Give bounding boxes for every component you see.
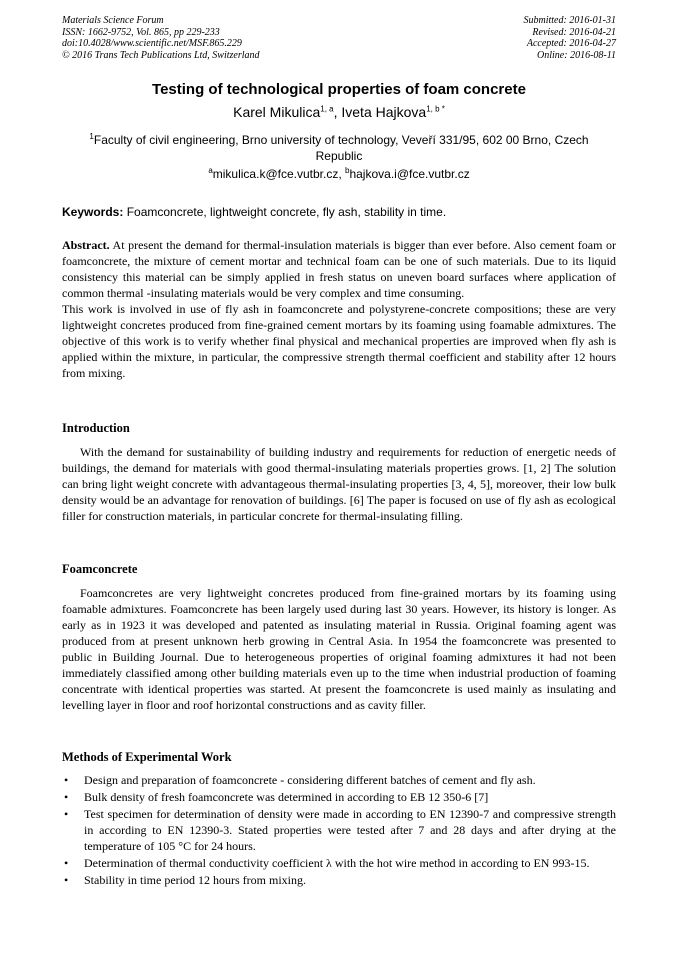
submission-dates [524,15,617,61]
bullet-icon: • [64,807,69,821]
abstract-paragraph: This work is involved in use of fly ash in foamconcrete and polystyrene-concrete compositions; these are very lightweight concretes produced from fine-grained cement mortars by its foaming using foamable admixtures. The objective of this work is to verify whether final physical and mechanical properties are improved when fly ash is applied within the mixture, in particular, the compressive strength thermal coefficient and stability after 12 hours from mixing. [62,302,616,380]
affiliation-text: Faculty of civil engineering, Brno university of technology, Veveří 331/95, 602 00 Brno, Czech Republic [93,133,589,163]
abstract-paragraph [62,237,616,301]
list-item [62,789,616,805]
author-affiliation-mark: 1, a [320,104,334,114]
affiliation-mark: 1 [89,132,94,141]
paper-title: Testing of technological properties of foam concrete [152,81,526,98]
methods-list [62,772,616,889]
author-name: Karel Mikulica [233,104,321,120]
bullet-icon: • [64,873,69,887]
email-link[interactable]: mikulica.k@fce.vutbr.cz [212,167,339,181]
abstract-text: At present the demand for thermal-insulation materials is bigger than ever before. Also cement foam or foamconcrete, the mixture of cement mortar and technical foam can be one of such materials. Due to its liquid consistency this material can be simply applied in fresh status on uneven board surfaces where application of common thermal -insulating materials would be very complex and time consuming. [62,238,616,300]
list-item-text: Stability in time period 12 hours from mixing. [84,873,306,887]
abstract-label: Abstract. [62,238,110,252]
list-item-text: Determination of thermal conductivity coefficient λ with the hot wire method in according to EN 993-15. [84,856,590,870]
list-item [62,806,616,854]
author-emails [0,166,678,181]
list-item [62,855,616,871]
affiliation [80,129,598,164]
list-item-text: Bulk density of fresh foamconcrete was determined in according to EB 12 350-6 [7] [84,790,489,804]
introduction-paragraph: With the demand for sustainability of building industry and requirements for reduction of energetic needs of buildings, the demand for materials with good thermal-insulating materials properties grows. [1, 2] The solution can bring light weight concrete with advantageous thermal-insulating properties [3, 4, 5], moreover, their low bulk density would be an advantage for renovation of buildings. [6] The paper is focused on use of fly ash as ecological filler for construction materials, in particular concrete for thermal-insulating filling. [62,445,616,523]
author-affiliation-mark: 1, b * [426,104,445,114]
list-item-text: Design and preparation of foamconcrete - considering different batches of cement and fly ash. [84,773,536,787]
email-link[interactable]: hajkova.i@fce.vutbr.cz [349,167,470,181]
journal-info [62,15,260,61]
bullet-icon: • [64,856,69,870]
email-separator: , [338,167,345,181]
doi-line: doi:10.4028/www.scientific.net/MSF.865.229 [62,38,242,49]
online-date: Online: 2016-08-11 [537,49,616,61]
keywords [62,205,616,219]
abstract [62,237,616,381]
author-separator: , [333,104,342,120]
email-mark: a [208,166,213,175]
issn-line: ISSN: 1662-9752, Vol. 865, pp 229-233 [62,26,220,38]
list-item [62,772,616,788]
list-item-text: Test specimen for determination of density were made in according to EN 12390-7 and compressive strength in according to EN 12390-3. Stated properties were tested after 7 and 28 days and after drying at the temperature of 105 °C for 24 hours. [84,807,616,853]
submitted-date: Submitted: 2016-01-31 [523,15,616,26]
section-heading: Foamconcrete [62,562,138,576]
copyright-line: © 2016 Trans Tech Publications Ltd, Switzerland [62,49,260,61]
bullet-icon: • [64,790,69,804]
keywords-text: Foamconcrete, lightweight concrete, fly ash, stability in time. [123,205,447,219]
section-heading: Methods of Experimental Work [62,750,232,764]
accepted-date: Accepted: 2016-04-27 [526,38,616,49]
author-list [0,104,678,120]
section-heading: Introduction [62,421,130,435]
list-item [62,872,616,888]
foamconcrete-paragraph: Foamconcretes are very lightweight concretes produced from fine-grained mortars by its foaming using foamable admixtures. Foamconcrete has been largely used during last 30 years. However, its history is longer. As early as in 1923 it was developed and patented as insulating material in Russia. Original foaming agent was produced from at present unknown herb growing in Central Asia. In 1954 the foamconcrete was presented to public in Building Journal. Due to heterogeneous properties of original foaming admixtures it had not been immediately classified among other building materials even up to the time when industrial production of foaming concentrate with identical properties was started. At present the foamconcrete is used mainly as insulating and levelling layer in floor and roof horizontal constructions and as cavity filler. [62,586,616,712]
author-name: Iveta Hajkova [341,104,427,120]
revised-date: Revised: 2016-04-21 [532,26,616,38]
keywords-label: Keywords: [62,205,124,219]
bullet-icon: • [64,773,69,787]
email-mark: b [345,166,350,175]
journal-name: Materials Science Forum [62,15,164,26]
